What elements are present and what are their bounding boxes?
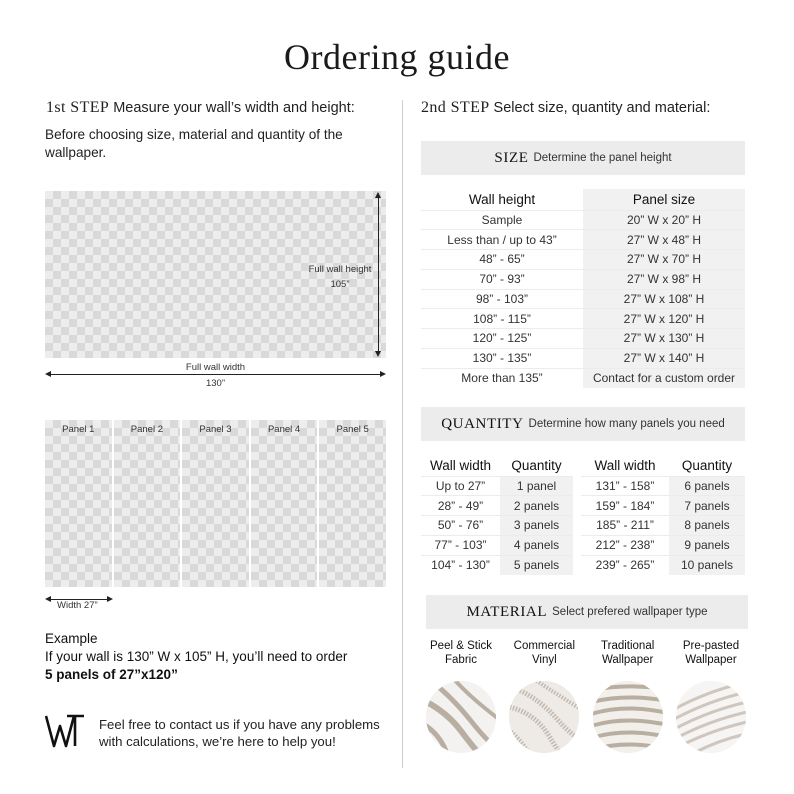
table-cell: 20” W x 20” H	[583, 210, 745, 230]
table-cell: 3 panels	[500, 516, 573, 536]
panel-label: Panel 2	[130, 424, 163, 435]
table-row	[421, 348, 745, 368]
size-table	[421, 189, 745, 388]
material-name-line: Vinyl	[531, 654, 557, 666]
arrow-left-icon	[45, 371, 51, 377]
panel	[251, 420, 318, 587]
table-row	[421, 496, 745, 516]
traditional-wallpaper-swatch-icon	[593, 681, 663, 753]
table-cell: 98” - 103”	[421, 289, 583, 309]
column-gap	[573, 455, 581, 476]
table-row	[421, 250, 745, 270]
table-cell: 10 panels	[669, 555, 745, 575]
table-cell: 27” W x 98” H	[583, 269, 745, 289]
material-name-line: Wallpaper	[601, 654, 654, 666]
wall-width-text: Full wall width	[185, 362, 246, 373]
material-name	[601, 639, 654, 671]
wall-height-value: 105”	[330, 279, 350, 290]
panel	[45, 420, 112, 587]
table-cell: 27” W x 70” H	[583, 250, 745, 270]
column-header: Wall width	[429, 457, 491, 473]
material-name	[683, 639, 739, 671]
table-row	[421, 516, 745, 536]
example-result: 5 panels of 27”x120”	[45, 667, 178, 682]
quantity-header	[421, 407, 745, 441]
table-cell: 27” W x 130” H	[583, 329, 745, 349]
panel-label: Panel 1	[62, 424, 95, 435]
table-header-row	[421, 189, 745, 210]
step1-number: 1st STEP	[46, 99, 110, 116]
table-cell: 27” W x 140” H	[583, 348, 745, 368]
quantity-heading: QUANTITY	[441, 415, 524, 432]
table-row	[421, 368, 745, 388]
pre-pasted-wallpaper-swatch-icon	[676, 681, 746, 753]
table-row	[421, 289, 745, 309]
quantity-subheading: Determine how many panels you need	[528, 418, 725, 430]
table-cell: Up to 27”	[421, 476, 500, 496]
table-cell: 27” W x 120” H	[583, 309, 745, 329]
material-name-line: Pre-pasted	[682, 640, 740, 652]
table-cell: 27” W x 108” H	[583, 289, 745, 309]
material-name	[514, 639, 575, 671]
column-header: Quantity	[681, 457, 733, 473]
column-gap	[573, 476, 581, 496]
table-cell: 159” - 184”	[581, 496, 669, 516]
table-cell: 28” - 49”	[421, 496, 500, 516]
column-gap	[573, 496, 581, 516]
panel-label: Panel 3	[199, 424, 232, 435]
table-cell: 27” W x 48” H	[583, 230, 745, 250]
table-cell: 2 panels	[500, 496, 573, 516]
table-row	[421, 476, 745, 496]
column-header: Wall height	[468, 191, 536, 207]
arrow-left-icon	[45, 596, 51, 602]
table-cell: More than 135”	[421, 368, 583, 388]
panel-label: Panel 4	[267, 424, 301, 435]
table-cell: Contact for a custom order	[583, 368, 745, 388]
wt-logo-icon	[45, 712, 85, 750]
material-option[interactable]	[671, 639, 751, 753]
material-heading: MATERIAL	[466, 603, 548, 620]
panel-label: Panel 5	[336, 424, 369, 435]
panel	[182, 420, 249, 587]
table-cell: 131” - 158”	[581, 476, 669, 496]
material-subheading: Select prefered wallpaper type	[552, 606, 708, 618]
material-name-line: Wallpaper	[685, 654, 737, 666]
column-gap	[573, 516, 581, 536]
commercial-vinyl-swatch-icon	[509, 681, 579, 753]
table-cell: 1 panel	[500, 476, 573, 496]
panel	[319, 420, 386, 587]
wall-width-value: 130”	[205, 378, 225, 389]
step2-number: 2nd STEP	[421, 99, 490, 116]
table-cell: 108” - 115”	[421, 309, 583, 329]
peel-stick-fabric-swatch-icon	[426, 681, 496, 753]
table-cell: Less than / up to 43”	[421, 230, 583, 250]
panel	[114, 420, 181, 587]
example-line: If your wall is 130” W x 105” H, you’ll need to order	[45, 649, 348, 664]
material-name	[430, 639, 492, 671]
table-row	[421, 329, 745, 349]
table-row	[421, 210, 745, 230]
wall-height-dimension-line	[378, 196, 379, 354]
panels-diagram	[45, 420, 386, 587]
material-name-line: Commercial	[513, 640, 575, 652]
material-name-line: Traditional	[601, 640, 655, 652]
column-header: Panel size	[583, 189, 745, 210]
table-cell: 50” - 76”	[421, 516, 500, 536]
table-cell: 7 panels	[669, 496, 745, 516]
table-row	[421, 555, 745, 575]
table-cell: 104” - 130”	[421, 555, 500, 575]
table-cell: 185” - 211”	[581, 516, 669, 536]
quantity-table	[421, 455, 745, 575]
step2-heading	[421, 99, 710, 117]
table-cell: 9 panels	[669, 535, 745, 555]
arrow-down-icon	[375, 351, 381, 357]
example-block	[45, 630, 395, 684]
step1-text: Measure your wall’s width and height:	[113, 100, 355, 116]
material-name-line: Fabric	[445, 654, 477, 666]
column-header: Quantity	[511, 457, 562, 473]
arrow-right-icon	[380, 371, 386, 377]
arrow-up-icon	[375, 192, 381, 198]
step2-text: Select size, quantity and material:	[493, 100, 711, 116]
step1-intro: Before choosing size, material and quantity of the wallpaper.	[45, 127, 343, 160]
contact-text: Feel free to contact us if you have any problems with calculations, we’re here to help you!	[99, 717, 380, 749]
material-header	[426, 595, 748, 629]
size-subheading: Determine the panel height	[533, 152, 672, 164]
wall-width-dimension-line	[48, 374, 384, 375]
table-cell: 6 panels	[669, 476, 745, 496]
example-title: Example	[45, 631, 98, 646]
page-title: Ordering guide	[284, 37, 510, 77]
material-options	[421, 639, 751, 753]
table-header-row	[421, 455, 745, 476]
wall-height-label	[302, 262, 378, 292]
table-row	[421, 230, 745, 250]
material-option[interactable]	[421, 639, 501, 753]
column-header: Wall width	[594, 457, 656, 473]
column-gap	[573, 555, 581, 575]
material-name-line: Peel & Stick	[430, 640, 492, 652]
size-heading: SIZE	[494, 149, 529, 166]
table-cell: 4 panels	[500, 535, 573, 555]
table-cell: Sample	[421, 210, 583, 230]
size-header	[421, 141, 745, 175]
column-divider	[402, 100, 403, 768]
step1-heading	[46, 99, 355, 117]
material-option[interactable]	[504, 639, 584, 753]
table-cell: 8 panels	[669, 516, 745, 536]
table-cell: 77” - 103”	[421, 535, 500, 555]
table-cell: 212” - 238”	[581, 535, 669, 555]
table-row	[421, 535, 745, 555]
panel-width-label: Width 27”	[57, 600, 98, 611]
arrow-right-icon	[107, 596, 113, 602]
column-gap	[573, 535, 581, 555]
table-cell: 120” - 125”	[421, 329, 583, 349]
wall-height-text: Full wall height	[308, 264, 372, 275]
table-row	[421, 269, 745, 289]
material-option[interactable]	[588, 639, 668, 753]
table-row	[421, 309, 745, 329]
table-cell: 70” - 93”	[421, 269, 583, 289]
table-cell: 48” - 65”	[421, 250, 583, 270]
table-cell: 239” - 265”	[581, 555, 669, 575]
table-cell: 130” - 135”	[421, 348, 583, 368]
table-cell: 5 panels	[500, 555, 573, 575]
